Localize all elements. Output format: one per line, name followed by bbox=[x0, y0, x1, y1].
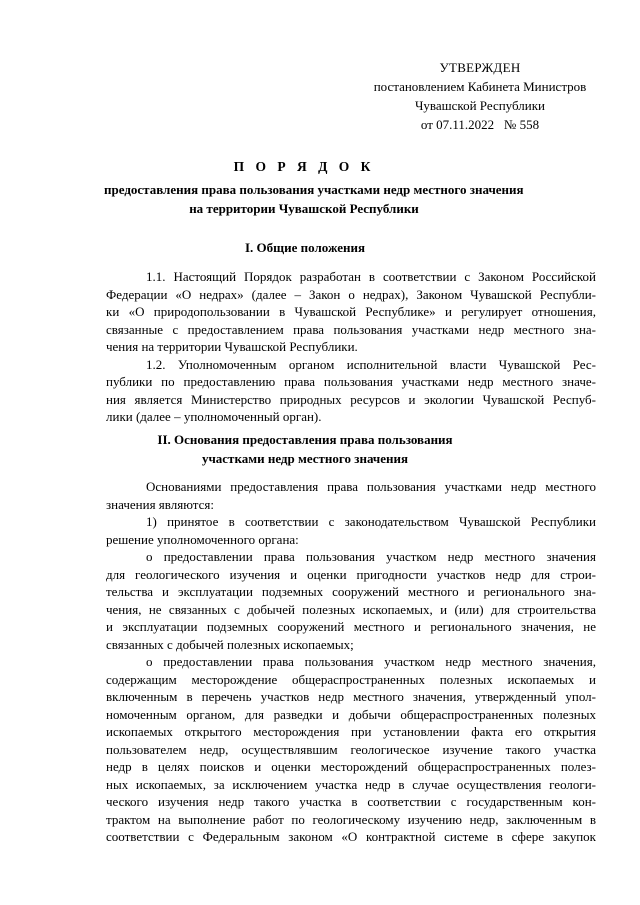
paragraph-line: Основаниями предоставления права пользования участками недр местного bbox=[146, 479, 596, 494]
document-title: П О Р Я Д О К bbox=[233, 159, 375, 174]
paragraph-line: решение уполномоченного органа: bbox=[106, 531, 299, 547]
paragraph-line: публики по предоставлению права пользования участками недр местного значе- bbox=[106, 374, 596, 389]
heading-line: участками недр местного значения bbox=[201, 451, 409, 466]
approval-issuer: постановлением Кабинета Министров bbox=[373, 79, 587, 94]
paragraph-line: содержащим месторождение общераспространенных полезных ископаемых и bbox=[106, 671, 596, 687]
paragraph-line: соответствии с Федеральным законом «О контрактной системе в сфере закупок bbox=[106, 829, 596, 844]
paragraph-line: 1) принятое в соответствии с законодательством Чувашской Республики bbox=[146, 514, 596, 529]
paragraph-line: недр в целях поисков и оценки месторождений общераспространенных полез- bbox=[106, 759, 596, 774]
paragraph-line: ния является Министерство природных ресурсов и экологии Чувашской Респуб- bbox=[106, 391, 596, 407]
paragraph-line: пользователем недр, осуществлявшим геологическое изучение такого участка bbox=[106, 741, 596, 757]
paragraph-line: чения на территории Чувашской Республики. bbox=[106, 339, 358, 354]
paragraph-line: и эксплуатации подземных сооружений местного и регионального значения, не bbox=[106, 619, 596, 634]
paragraph-line: ископаемых открытого месторождения при установлении факта его открытия bbox=[106, 724, 596, 739]
section-2-body bbox=[106, 478, 596, 846]
approval-title: УТВЕРЖДЕН bbox=[439, 60, 521, 75]
paragraph-line: ных ископаемых, за исключением участка недр в случае осуществления геологи- bbox=[106, 776, 596, 792]
paragraph-line: лики (далее – уполномоченный орган). bbox=[106, 409, 322, 424]
paragraph-line: 1.2. Уполномоченным органом исполнительной власти Чувашской Рес- bbox=[146, 356, 596, 372]
paragraph-line: трактом на выполнение работ по геологическому изучению недр, заключенным в bbox=[106, 811, 596, 827]
section-1-body bbox=[106, 268, 596, 426]
subtitle-line: предоставления права пользования участками недр местного значения bbox=[104, 182, 524, 197]
paragraph-line: значения являются: bbox=[106, 496, 214, 512]
section-1-heading bbox=[90, 238, 520, 257]
paragraph-line: связанные с предоставлением права пользования участками недр местного зна- bbox=[106, 321, 596, 337]
subtitle-line: на территории Чувашской Республики bbox=[189, 201, 419, 216]
paragraph-line: ческого изучения недр такого участка в соответствии с государственным кон- bbox=[106, 794, 596, 809]
paragraph-line: о предоставлении права пользования участком недр местного значения bbox=[146, 549, 596, 564]
paragraph-line: тельства и эксплуатации подземных сооружений местного и регионального зна- bbox=[106, 584, 596, 599]
paragraph-line: ки «О природопользовании в Чувашской Республике» и регулирует отношения, bbox=[106, 304, 596, 319]
approval-stamp bbox=[360, 58, 600, 134]
approval-region: Чувашской Республики bbox=[414, 98, 546, 113]
paragraph-line: для геологического изучения и оценки пригодности участков недр для строи- bbox=[106, 566, 596, 582]
paragraph-line: Федерации «О недрах» (далее – Закон о недрах), Законом Чувашской Республи- bbox=[106, 286, 596, 302]
paragraph-line: включенным в перечень участков недр местного значения, утвержденный упол- bbox=[106, 689, 596, 704]
paragraph-line: о предоставлении права пользования участком недр местного значения, bbox=[146, 654, 596, 669]
paragraph-line: связанных с добычей полезных ископаемых; bbox=[106, 636, 354, 652]
paragraph-line: 1.1. Настоящий Порядок разработан в соответствии с Законом Российской bbox=[146, 269, 596, 284]
section-2-heading bbox=[90, 430, 520, 468]
document-subtitle bbox=[104, 180, 524, 218]
paragraph-line: чения, не связанных с добычей полезных ископаемых, и (или) для строительства bbox=[106, 601, 596, 617]
heading-line: I. Общие положения bbox=[245, 240, 365, 255]
paragraph-line: номоченным органом, для разведки и добычи общераспространенных полезных bbox=[106, 706, 596, 722]
approval-date-number: от 07.11.2022 № 558 bbox=[420, 117, 540, 132]
heading-line: II. Основания предоставления права пользования bbox=[157, 432, 453, 447]
